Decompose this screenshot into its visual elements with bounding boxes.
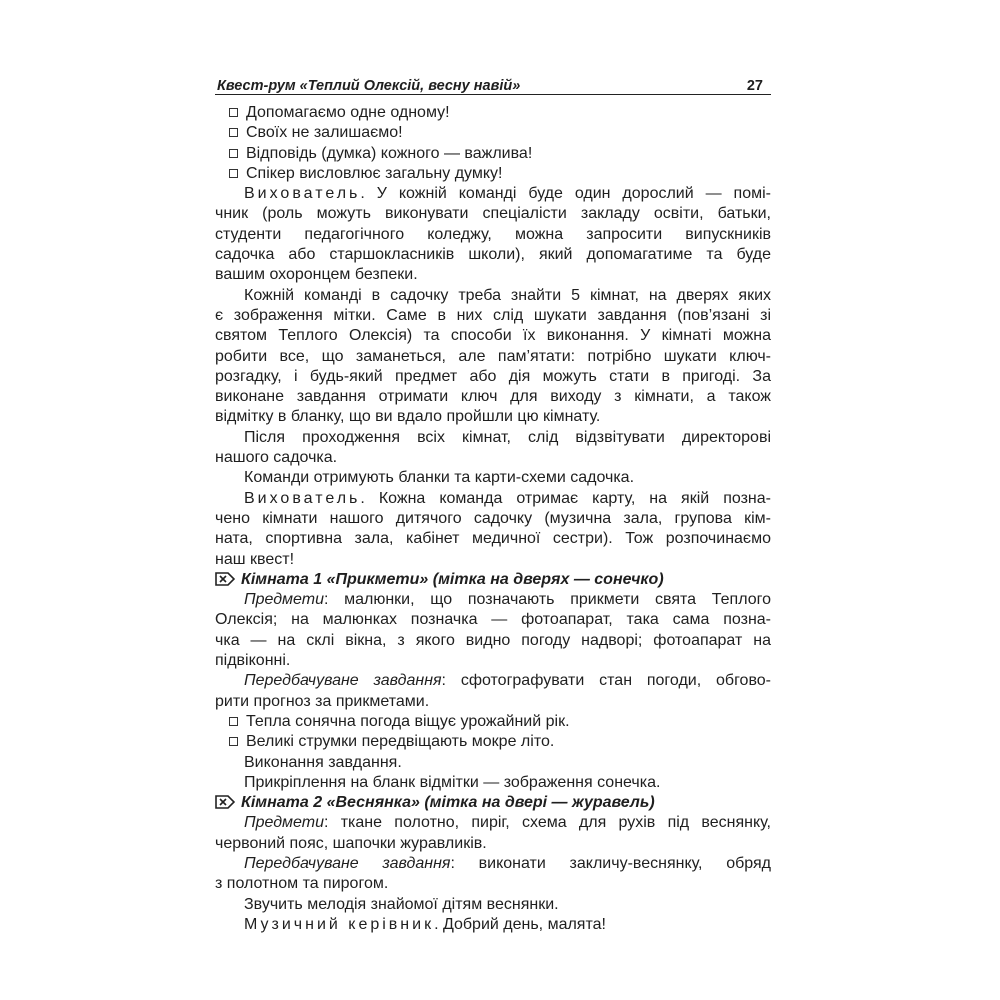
checkbox-bullet-icon <box>229 737 238 746</box>
paragraph-line: ната, спортивна зала, кабінет медичної сестри). Тож розпочинаємо <box>215 530 771 548</box>
checkbox-bullet-icon <box>229 108 238 117</box>
paragraph-line: Звучить мелодія знайомої дітям веснянки. <box>244 895 559 913</box>
bullet-item: Відповідь (думка) кожного — важлива! <box>215 144 771 164</box>
paragraph-line: садочка або старшокласників школи), який допомагатиме та буде <box>215 246 771 264</box>
room-heading: Кімната 1 «Прикмети» (мітка на дверях — сонечко) <box>215 570 771 590</box>
running-header <box>215 72 771 95</box>
paragraph-line: виконане завдання отримати ключ для виходу з кімнати, а також <box>215 388 771 406</box>
paragraph-line: рити прогноз за прикметами. <box>215 692 430 710</box>
paragraph-line: наш квест! <box>215 550 295 568</box>
paragraph-line: Команди отримують бланки та карти-схеми садочка. <box>244 469 635 487</box>
paragraph-line: Виконання завдання. <box>244 753 402 771</box>
paragraph-line: Олексія; на малюнках позначка — фотоапарат, така сама позна- <box>215 611 771 629</box>
paragraph-line: Передбачуване завдання: сфотографувати стан погоди, обгово- <box>244 672 771 690</box>
checkbox-bullet-icon <box>229 717 238 726</box>
paragraph-line: Предмети: ткане полотно, пиріг, схема для рухів під веснянку, <box>244 814 771 832</box>
bullet-item: Великі струмки передвіщають мокре літо. <box>215 732 771 752</box>
speaker-name: Вихователь <box>244 185 361 203</box>
bullet-item: Своїх не залишаємо! <box>215 123 771 143</box>
paragraph-line: чник (роль можуть виконувати спеціалісти закладу освіти, батьки, <box>215 205 771 223</box>
paragraph-line: червоний пояс, шапочки журавликів. <box>215 834 487 852</box>
paragraph-line: з полотном та пирогом. <box>215 875 389 893</box>
paragraph-line: розгадку, і будь-який предмет або дія можуть стати в пригоді. За <box>215 367 771 385</box>
page <box>215 72 771 935</box>
speaker-name: Музичний керівник <box>244 915 435 933</box>
paragraph-line: Після проходження всіх кімнат, слід відзвітувати директорові <box>244 428 771 446</box>
bullet-item: Спікер висловлює загальну думку! <box>215 164 771 184</box>
paragraph-line: Передбачуване завдання: виконати закличу-веснянку, обряд <box>244 854 772 872</box>
checkbox-bullet-icon <box>229 149 238 158</box>
paragraph-line: підвіконні. <box>215 652 291 670</box>
paragraph-line: вашим охоронцем безпеки. <box>215 266 418 284</box>
paragraph-line: студенти педагогічного коледжу, можна запросити випускників <box>215 225 771 243</box>
paragraph-line: Вихователь. Кожна команда отримає карту, на якій позна- <box>244 489 771 507</box>
door-tag-icon <box>215 570 237 590</box>
paragraph-line: Прикріплення на бланк відмітки — зображення сонечка. <box>244 773 661 791</box>
header-title: Квест-рум «Теплий Олексій, весну навій» <box>217 78 521 94</box>
paragraph-line: робити все, що заманеться, але пам’ятати: потрібно шукати ключ- <box>215 347 771 365</box>
paragraph-line: Вихователь. У кожній команді буде один дорослий — помі- <box>244 185 771 203</box>
bullet-item: Допомагаємо одне одному! <box>215 103 771 123</box>
paragraph-line: відмітку в бланку, що ви вдало пройшли цю кімнату. <box>215 408 601 426</box>
paragraph-line: є зображення мітки. Саме в них слід шукати завдання (пов’язані зі <box>215 306 771 324</box>
checkbox-bullet-icon <box>229 128 238 137</box>
paragraph-line: Музичний керівник. Добрий день, малята! <box>244 915 606 933</box>
paragraph-line: Предмети: малюнки, що позначають прикмети свята Теплого <box>244 591 771 609</box>
bullet-item: Тепла сонячна погода віщує урожайний рік. <box>215 712 771 732</box>
paragraph-line: святом Теплого Олексія) та способи їх виконання. У кімнаті можна <box>215 327 771 345</box>
page-number: 27 <box>746 78 763 94</box>
checkbox-bullet-icon <box>229 169 238 178</box>
room-heading: Кімната 2 «Веснянка» (мітка на двері — журавель) <box>215 793 771 813</box>
paragraph-line: чка — на склі вікна, з якого видно погоду надворі; фотоапарат на <box>215 631 771 649</box>
paragraph-line: чено кімнати нашого дитячого садочку (музична зала, групова кім- <box>215 509 771 527</box>
door-tag-icon <box>215 793 237 813</box>
paragraph-line: Кожній команді в садочку треба знайти 5 кімнат, на дверях яких <box>244 286 771 304</box>
speaker-name: Вихователь <box>244 489 361 507</box>
paragraph-line: нашого садочка. <box>215 449 338 467</box>
